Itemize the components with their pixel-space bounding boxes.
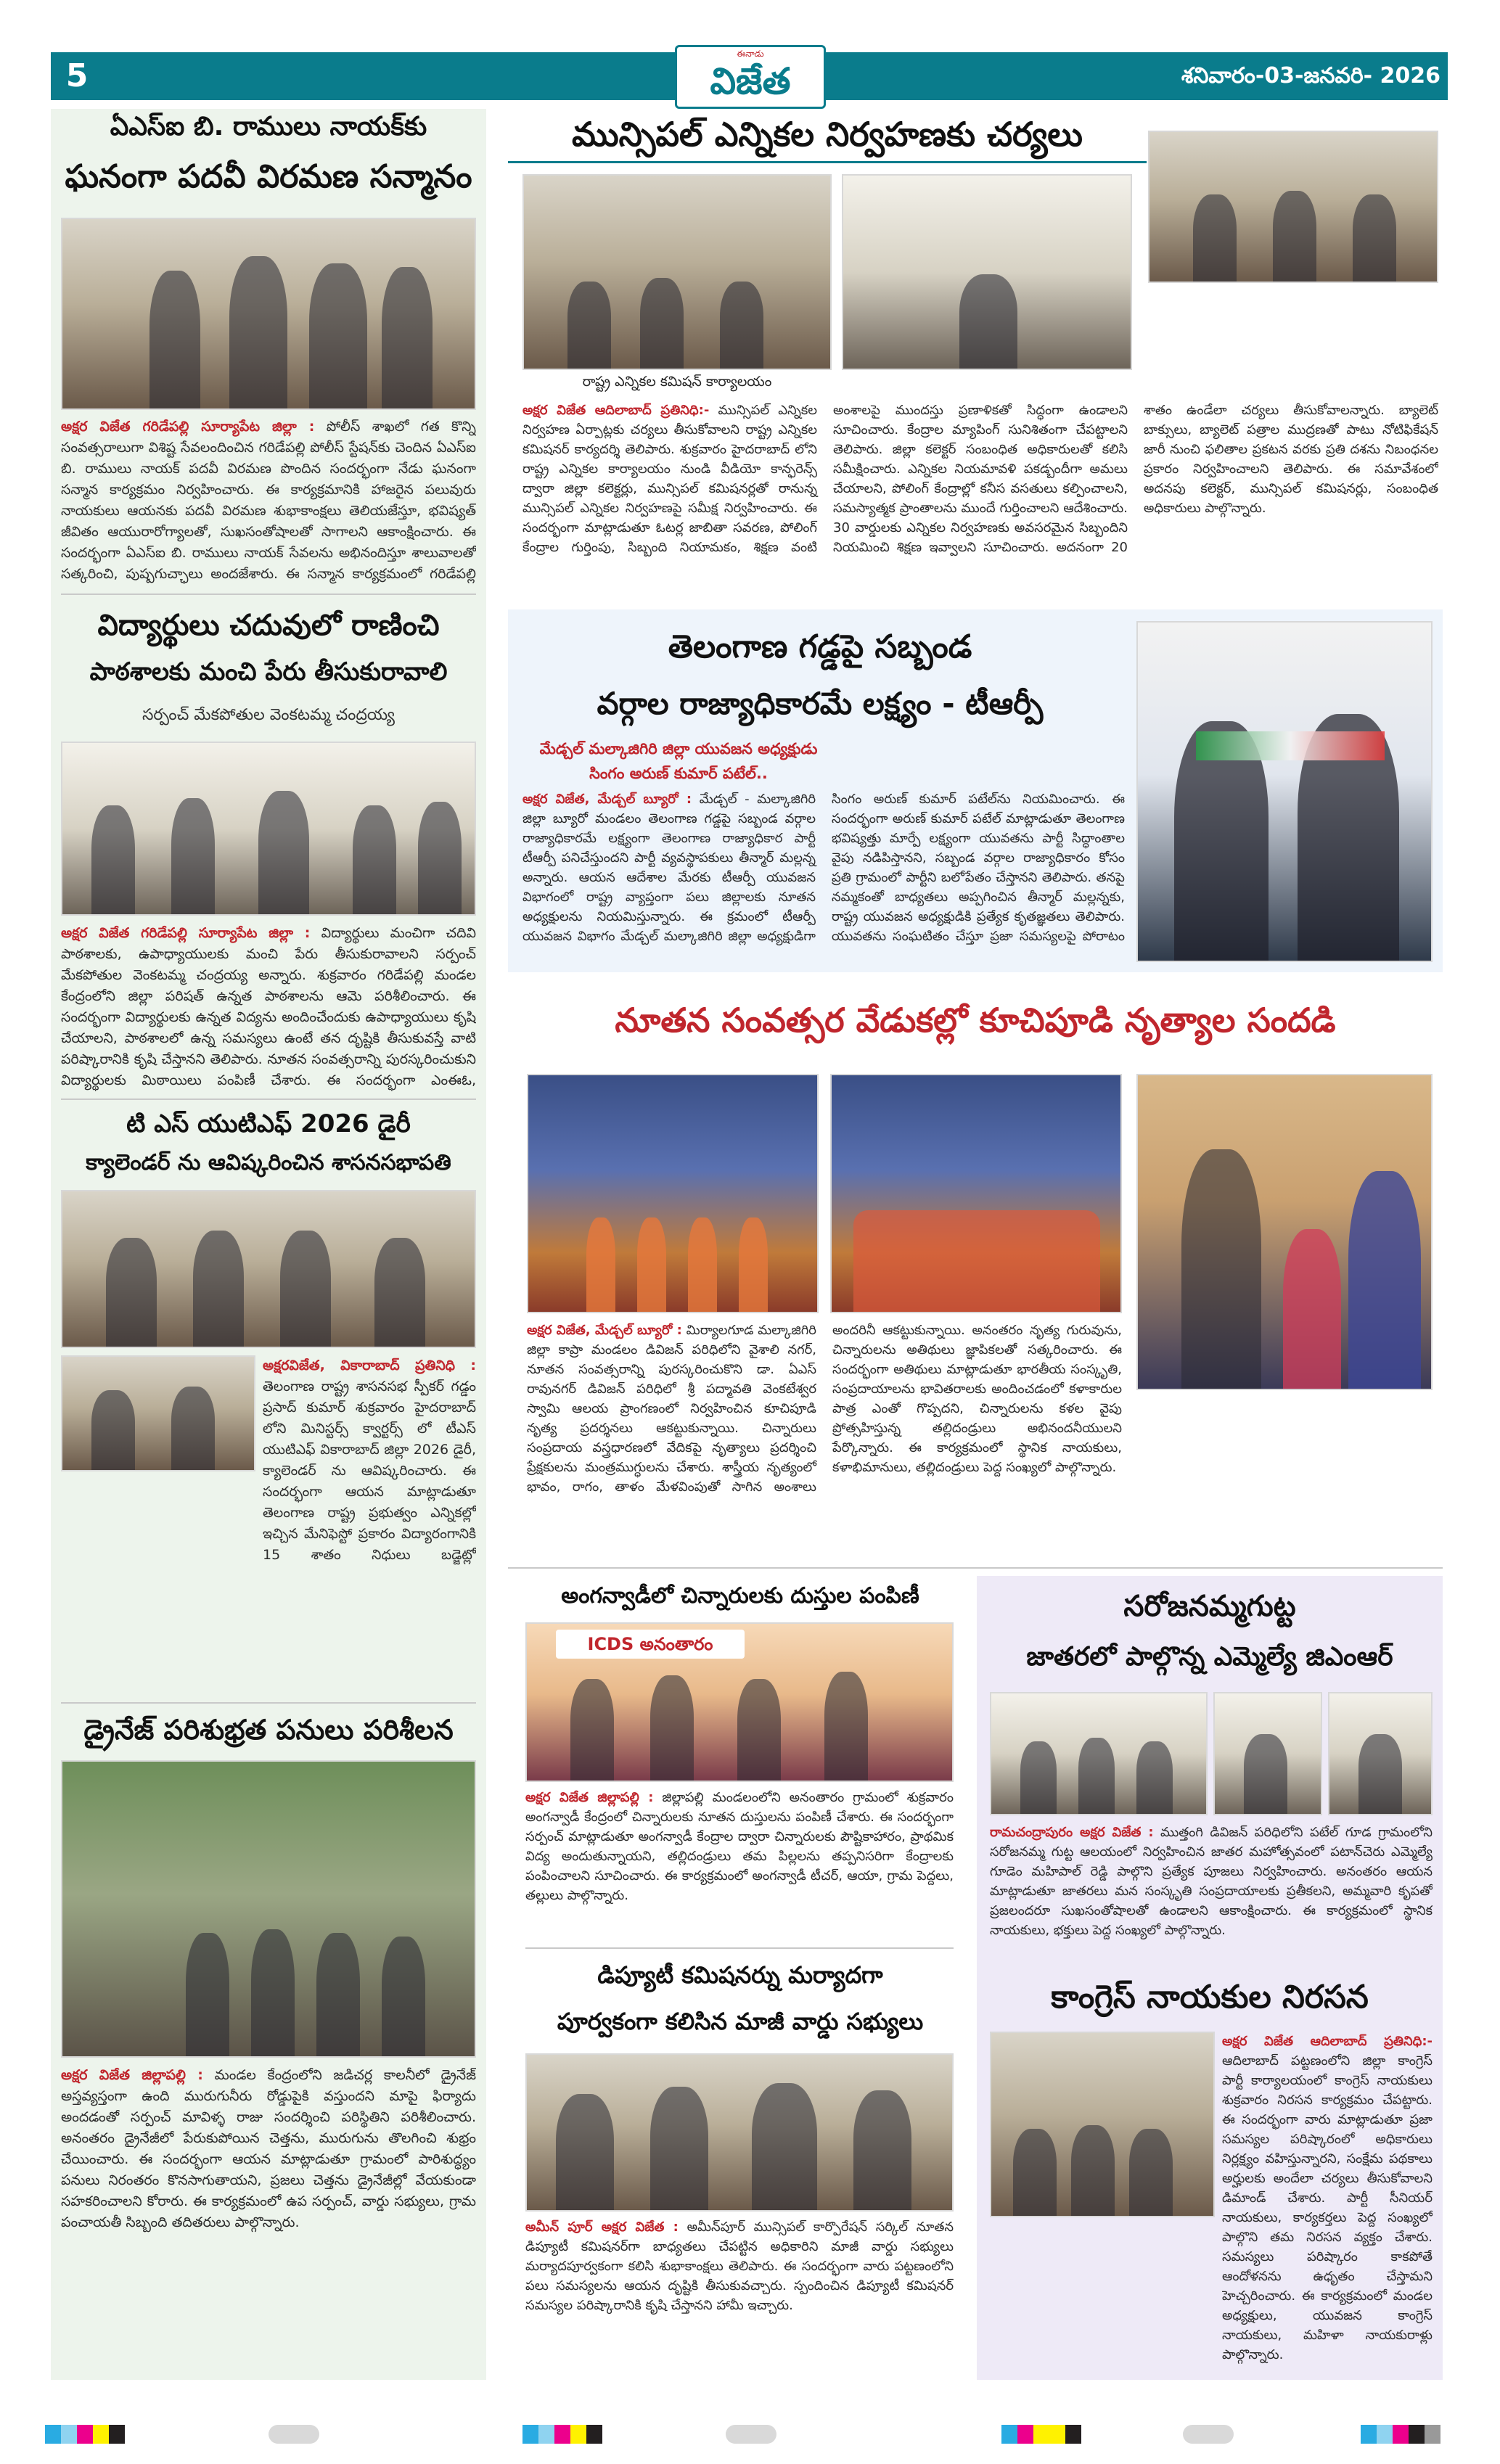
registration-pill <box>1183 2425 1234 2444</box>
anganwadi-headline: అంగన్వాడీలో చిన్నారులకు దుస్తుల పంపిణీ <box>561 1583 919 1609</box>
jatara-byline: రామచంద్రాపురం అక్షర విజేత : <box>990 1825 1154 1840</box>
ramulu-byline: అక్షర విజేత గరిడేపల్లి సూర్యాపేట జిల్లా : <box>61 419 315 435</box>
tsutf-body <box>263 1355 476 1566</box>
municipal-underline <box>508 161 1147 163</box>
tsutf-headline-1: టి ఎస్ యుటిఎఫ్ 2026 డైరీ <box>126 1109 411 1138</box>
trs-subhead-1: మేడ్చల్ మల్కాజిగిరి జిల్లా యువజన అధ్యక్షుడు <box>539 740 818 757</box>
divider <box>525 1947 954 1949</box>
drainage-headline: డ్రైనేజ్ పరిశుభ్రత పనులు పరిశీలన <box>83 1714 454 1746</box>
students-body-text: విద్యార్థులు మంచిగా చదివి పాఠశాలకు, ఉపాధ్యాయులకు మంచి పేరు తీసుకురావాలని సర్పంచ్ మేకపోతుల వెంకటమ్మ చంద్రయ్య అన్నారు. శుక్రవారం గరిడేపల్లి మండల కేంద్రంలోని జిల్లా పరిషత్ ఉన్నత పాఠశాలను ఆమె పరిశీలించారు. ఈ సందర్భంగా విద్యార్థులకు ఉన్నత విద్యను అందించేందుకు ఉపాధ్యాయులు కృషి చేయాలని, పాఠశాలలో ఉన్న సమస్యలు ఉంటే తన దృష్టికి తీసుకువస్తే వాటి పరిష్కారానికి కృషి చేస్తానని తెలిపారు. నూతన సంవత్సరాన్ని పురస్కరించుకుని విద్యార్థులకు మిఠాయిలు పంపిణీ చేశారు. ఈ సందర్భంగా ఎంఈఓ, <box>61 925 476 1088</box>
ramulu-body <box>61 416 476 585</box>
party-scarf-graphic <box>1196 731 1385 760</box>
deputy-headline-1: డిప్యూటీ కమిషనర్ను మర్యాదగా <box>597 1961 883 1989</box>
congress-headline: కాంగ్రెస్ నాయకుల నిరసన <box>1051 1979 1369 2016</box>
students-body <box>61 923 476 1091</box>
jatara-temple-photo-3 <box>1328 1692 1433 1815</box>
kuchipudi-body-text: మిర్యాలగూడ మల్కాజిగిరి జిల్లా కాప్రా మండలం డివిజన్ పరిధిలోని వైశాలి నగర్, నూతన సంవత్సరాన్ని పురస్కరించుకొని డా. ఏఎస్ రావునగర్ డివిజన్ పరిధిలో శ్రీ పద్మావతి వెంకటేశ్వర స్వామి ఆలయ ప్రాంగణంలో నిర్వహించిన కూచిపూడి నృత్య ప్రదర్శనలు ఆకట్టుకున్నాయి. చిన్నారులు సంప్రదాయ వస్త్రధారణలో వేదికపై నృత్యాలు ప్రదర్శించి ప్రేక్షకులను మంత్రముగ్ధులను చేశారు. శాస్త్రీయ నృత్యంలో భావం, రాగం, తాళం మేళవింపుతో సాగిన అంశాలు అందరినీ ఆకట్టుకున్నాయి. అనంతరం నృత్య గురువును, చిన్నారులను అతిథులు జ్ఞాపికలతో సత్కరించారు. ఈ సందర్భంగా అతిథులు మాట్లాడుతూ భారతీయ సంస్కృతి, సంప్రదాయాలను భావితరాలకు అందించడంలో కళాకారుల పాత్ర ఎంతో గొప్పదని, చిన్నారులను కళల వైపు ప్రోత్సహిస్తున్న తల్లిదండ్రులు అభినందనీయులని పేర్కొన్నారు. ఈ కార్యక్రమంలో స్థానిక నాయకులు, కళాభిమానులు, తల్లిదండ్రులు పెద్ద సంఖ్యలో పాల్గొన్నారు. <box>527 1323 1122 1495</box>
anganwadi-distribution-photo <box>525 1622 954 1782</box>
trs-byline: అక్షర విజేత, మేడ్చల్ బ్యూరో : <box>522 792 692 807</box>
tsutf-headline-2: క్యాలెండర్ ను ఆవిష్కరించిన శాసనసభాపతి <box>86 1150 451 1175</box>
page-number: 5 <box>65 57 89 94</box>
registration-pill <box>726 2425 776 2444</box>
congress-byline: అక్షర విజేత ఆదిలాబాద్ ప్రతినిధి:- <box>1222 2034 1433 2049</box>
municipal-body-text: మున్సిపల్ ఎన్నికల నిర్వహణ ఏర్పాట్లకు చర్యలు తీసుకోవాలని రాష్ట్ర ఎన్నికల కమిషనర్ కార్యదర్శి తెలిపారు. శుక్రవారం హైదరాబాద్ లోని రాష్ట్ర ఎన్నికల కార్యాలయం నుండి వీడియో కాన్ఫరెన్స్ ద్వారా జిల్లా కలెక్టర్లు, మున్సిపల్ కమిషనర్లతో రానున్న మున్సిపల్ ఎన్నికల నిర్వహణపై సమీక్ష నిర్వహించారు. ఈ సందర్భంగా మాట్లాడుతూ ఓటర్ల జాబితా సవరణ, పోలింగ్ కేంద్రాల గుర్తింపు, సిబ్బంది నియామకం, శిక్షణ వంటి అంశాలపై ముందస్తు ప్రణాళికతో సిద్ధంగా ఉండాలని సూచించారు. కేంద్రాల మ్యాపింగ్ సునిశితంగా చేపట్టాలని తెలిపారు. జిల్లా కలెక్టర్ సంబంధిత అధికారులతో కలిసి సమీక్షించారు. ఎన్నికల నియమావళి పకడ్బందీగా అమలు చేయాలని, పోలింగ్ కేంద్రాల్లో కనీస వసతులు కల్పించాలని, సమస్యాత్మక ప్రాంతాలను ముందే గుర్తించాలని ఆదేశించారు. 30 వార్డులకు ఎన్నికల నిర్వహణకు అవసరమైన సిబ్బందిని నియమించి శిక్షణ ఇవ్వాలని సూచించారు. అదనంగా 20 శాతం ఉండేలా చర్యలు తీసుకోవాలన్నారు. బ్యాలెట్ బాక్సులు, బ్యాలెట్ పత్రాల ముద్రణతో పాటు నోటిఫికేషన్ జారీ నుంచి ఫలితాల ప్రకటన వరకు ప్రతి దశను నిబంధనల ప్రకారం నిర్వహించాలని తెలిపారు. ఈ సమావేశంలో అదనపు కలెక్టర్, మున్సిపల్ కమిషనర్లు, సంబంధిత అధికారులు పాల్గొన్నారు. <box>522 403 1438 555</box>
kuchipudi-byline: అక్షర విజేత, మేడ్చల్ బ్యూరో : <box>527 1323 682 1338</box>
municipal-officials-photo <box>1148 131 1438 283</box>
congress-meeting-photo <box>990 2032 1215 2217</box>
trs-headline-2: వర్గాల రాజ్యాధికారమే లక్ష్యం - టీఆర్పీ <box>597 686 1044 721</box>
jatara-body-text: ముత్తంగి డివిజన్ పరిధిలోని పటేల్ గూడ గ్రామంలోని సరోజనమ్మ గుట్ట ఆలయంలో నిర్వహించిన జాతర మహోత్సవంలో పటాన్‌చెరు ఎమ్మెల్యే గూడెం మహిపాల్ రెడ్డి పాల్గొని ప్రత్యేక పూజలు నిర్వహించారు. అనంతరం ఆయన మాట్లాడుతూ జాతరలు మన సంస్కృతి సంప్రదాయాలకు ప్రతీకలని, అమ్మవారి కృపతో ప్రజలందరూ సుఖసంతోషాలతో ఉండాలని ఆకాంక్షించారు. ఈ కార్యక్రమంలో స్థానిక నాయకులు, భక్తులు పెద్ద సంఖ్యలో పాల్గొన్నారు. <box>990 1825 1433 1938</box>
municipal-photo-caption: రాష్ట్ర ఎన్నికల కమిషన్ కార్యాలయం <box>582 374 772 390</box>
masthead-tag: ఈనాడు <box>737 49 764 59</box>
deputy-byline: అమీన్ పూర్ అక్షర విజేత : <box>525 2219 679 2235</box>
students-headline-1: విద్యార్థులు చదువులో రాణించి <box>97 609 440 642</box>
municipal-body <box>522 401 1438 589</box>
registration-pill <box>269 2425 319 2444</box>
ramulu-felicitation-photo <box>61 218 476 410</box>
congress-body-text: ఆదిలాబాద్ పట్టణంలోని జిల్లా కాంగ్రెస్ పార్టీ కార్యాలయంలో కాంగ్రెస్ నాయకులు శుక్రవారం నిరసన కార్యక్రమం చేపట్టారు. ఈ సందర్భంగా వారు మాట్లాడుతూ ప్రజా సమస్యల పరిష్కారంలో అధికారులు నిర్లక్ష్యం వహిస్తున్నారని, సంక్షేమ పథకాలు అర్హులకు అందేలా చర్యలు తీసుకోవాలని డిమాండ్ చేశారు. పార్టీ సీనియర్ నాయకులు, కార్యకర్తలు పెద్ద సంఖ్యలో పాల్గొని తమ నిరసన వ్యక్తం చేశారు. సమస్యలు పరిష్కారం కాకపోతే ఆందోళనను ఉధృతం చేస్తామని హెచ్చరించారు. ఈ కార్యక్రమంలో మండల అధ్యక్షులు, యువజన కాంగ్రెస్ నాయకులు, మహిళా నాయకురాళ్లు పాల్గొన్నారు. <box>1222 2053 1433 2362</box>
jatara-body <box>990 1823 1433 1965</box>
anganwadi-body <box>525 1788 954 1940</box>
deputy-meeting-photo <box>525 2053 954 2212</box>
color-registration-strip-4 <box>1361 2425 1440 2444</box>
masthead-title: విజేత <box>710 60 791 102</box>
deputy-body-text: అమీన్‌పూర్ మున్సిపల్ కార్పొరేషన్ సర్కిల్ నూతన డిప్యూటీ కమిషనర్‌గా బాధ్యతలు చేపట్టిన అధికారిని మాజీ వార్డు సభ్యులు మర్యాదపూర్వకంగా కలిసి శుభాకాంక్షలు తెలిపారు. ఈ సందర్భంగా వారు పట్టణంలోని పలు సమస్యలను ఆయన దృష్టికి తీసుకువచ్చారు. స్పందించిన డిప్యూటీ కమిషనర్ సమస్యల పరిష్కారానికి కృషి చేస్తానని హామీ ఇచ్చారు. <box>525 2219 954 2313</box>
ramulu-headline-2: ఘనంగా పదవీ విరమణ సన్మానం <box>65 158 472 195</box>
municipal-conference-photo <box>522 174 832 370</box>
tsutf-speaker-photo <box>61 1355 255 1471</box>
ramulu-body-text: పోలీస్ శాఖలో గత కొన్ని సంవత్సరాలుగా విశిష్ట సేవలందించిన గరిడేపల్లి పోలీస్ స్టేషన్‌కు చెందిన ఏఎస్ఐ బి. రాములు నాయక్ పదవీ విరమణ పొందిన సందర్భంగా నేడు ఘనంగా సన్మాన కార్యక్రమం నిర్వహించారు. ఈ కార్యక్రమానికి హాజరైన పలువురు నాయకులు ఆయనకు పదవీ విరమణ శుభాకాంక్షలు తెలియజేస్తూ, భవిష్యత్ జీవితం ఆయురారోగ్యాలతో, సుఖసంతోషాలతో సాగాలని ఆకాంక్షించారు. ఈ సందర్భంగా ఏఎస్ఐ బి. రాములు నాయక్ సేవలను అభినందిస్తూ శాలువాలతో సత్కరించి, పుష్పగుచ్ఛాలు అందజేశారు. ఈ సన్మాన కార్యక్రమంలో గరిడేపల్లి <box>61 419 476 582</box>
issue-date: శనివారం-03-జనవరి- 2026 <box>1181 63 1440 89</box>
kuchipudi-headline: నూతన సంవత్సర వేడుకల్లో కూచిపూడి నృత్యాల సందడి <box>615 1001 1336 1040</box>
kuchipudi-dancers-photo-1 <box>527 1074 819 1313</box>
drainage-body <box>61 2065 476 2370</box>
drainage-body-text: మండల కేంద్రంలోని జడిచర్ల కాలనీలో డ్రైనేజ్ అస్తవ్యస్తంగా ఉంది మురుగునీరు రోడ్డుపైకి వస్తుందని మాపై ఫిర్యాదు అందడంతో సర్పంచ్ మావిళ్ళ రాజు సందర్శించి పరిస్థితిని పరిశీలించారు. అనంతరం డ్రైనేజీలో పేరుకుపోయిన చెత్తను, మురుగును తొలగించి శుభ్రం చేయించారు. ఈ సందర్భంగా ఆయన మాట్లాడుతూ గ్రామంలో పారిశుద్ధ్యం పనులు నిరంతరం కొనసాగుతాయని, ప్రజలు చెత్తను డ్రైనేజీల్లో వేయకుండా సహకరించాలని కోరారు. ఈ కార్యక్రమంలో ఉప సర్పంచ్, వార్డు సభ్యులు, గ్రామ పంచాయతీ సిబ్బంది తదితరులు పాల్గొన్నారు. <box>61 2067 476 2230</box>
jatara-headline-2: జాతరలో పాల్గొన్న ఎమ్మెల్యే జిఎంఆర్ <box>1026 1642 1393 1672</box>
students-headline-2: పాఠశాలకు మంచి పేరు తీసుకురావాలి <box>89 657 448 686</box>
anganwadi-byline: అక్షర విజేత జిల్లాపల్లి : <box>525 1790 654 1805</box>
trs-headline-1: తెలంగాణ గడ్డపై సబ్బండ <box>668 628 972 665</box>
divider <box>61 1098 476 1100</box>
divider <box>508 1567 1443 1569</box>
deputy-body <box>525 2217 954 2362</box>
tsutf-calendar-launch-photo <box>61 1190 476 1348</box>
tsutf-byline: అక్షరవిజేత, వికారాబాద్ ప్రతినిధి : <box>263 1358 476 1373</box>
students-subhead: సర్పంచ్ మేకపోతుల వెంకటమ్మ చంద్రయ్య <box>142 706 396 724</box>
municipal-byline: అక్షర విజేత ఆదిలాబాద్ ప్రతినిధి:- <box>522 403 710 418</box>
trs-subhead-2: సింగం అరుణ్ కుమార్ పటేల్.. <box>589 765 768 782</box>
drainage-site-photo <box>61 1760 476 2058</box>
icds-sign <box>556 1630 745 1659</box>
deputy-headline-2: పూర్వకంగా కలిసిన మాజీ వార్డు సభ్యులు <box>557 2008 924 2035</box>
icds-sign-text: ICDS అనంతారం <box>587 1634 713 1654</box>
kuchipudi-award-photo <box>1136 1074 1433 1390</box>
jatara-headline-1: సరోజనమ్మగుట్ట <box>1123 1590 1296 1623</box>
tsutf-body-text: తెలంగాణ రాష్ట్ర శాసనసభ స్పీకర్ గడ్డం ప్రసాద్ కుమార్ శుక్రవారం హైదరాబాద్ లోని మినిస్టర్స్ క్వార్టర్స్ లో టీఎస్ యుటిఎఫ్ వికారాబాద్ జిల్లా 2026 డైరీ, క్యాలెండర్ ను ఆవిష్కరించారు. ఈ సందర్భంగా ఆయన మాట్లాడుతూ తెలంగాణ రాష్ట్ర ప్రభుత్వం ఎన్నికల్లో ఇచ్చిన మేనిఫెస్టో ప్రకారం విద్యారంగానికి 15 శాతం నిధులు బడ్జెట్లో <box>263 1379 476 1563</box>
congress-body <box>1222 2032 1433 2373</box>
jatara-temple-photo-2 <box>1213 1692 1322 1815</box>
jatara-temple-photo-1 <box>990 1692 1208 1815</box>
trs-leaders-photo <box>1136 621 1433 962</box>
divider <box>61 1702 476 1704</box>
students-school-photo <box>61 742 476 916</box>
municipal-headline: మున్సిపల్ ఎన్నికల నిర్వహణకు చర్యలు <box>572 115 1083 154</box>
anganwadi-body-text: జిల్లాపల్లి మండలంలోని అనంతారం గ్రామంలో శుక్రవారం అంగన్వాడీ కేంద్రంలో చిన్నారులకు నూతన దుస్తులను పంపిణీ చేశారు. ఈ సందర్భంగా సర్పంచ్ మాట్లాడుతూ అంగన్వాడీ కేంద్రాల ద్వారా చిన్నారులకు పౌష్టికాహారం, ప్రాథమిక విద్య అందుతున్నాయని, తల్లిదండ్రులు తమ పిల్లలను తప్పనిసరిగా కేంద్రాలకు పంపించాలని సూచించారు. ఈ కార్యక్రమంలో అంగన్వాడీ టీచర్, ఆయా, గ్రామ పెద్దలు, తల్లులు పాల్గొన్నారు. <box>525 1790 954 1903</box>
color-registration-strip-3 <box>1001 2425 1081 2444</box>
trs-body-text: మేడ్చల్ - మల్కాజిగిరి జిల్లా బ్యూరో మండలం తెలంగాణ గడ్డపై సబ్బండ వర్గాల రాజ్యాధికారమే లక్ష్యంగా తెలంగాణ రాజ్యాధికార పార్టీ టీఆర్పీ పనిచేస్తుందని పార్టీ వ్యవస్థాపకులు తీన్మార్ మల్లన్న అన్నారు. ఆయన ఆదేశాల మేరకు టీఆర్పీ యువజన విభాగంలో రాష్ట్ర వ్యాప్తంగా పలు జిల్లాలకు నూతన అధ్యక్షులను నియమిస్తున్నారు. ఈ క్రమంలో టీఆర్పీ యువజన విభాగం మేడ్చల్ మల్కాజిగిరి జిల్లా అధ్యక్షుడిగా సింగం అరుణ్ కుమార్ పటేల్‌ను నియమించారు. ఈ సందర్భంగా అరుణ్ కుమార్ పటేల్ మాట్లాడుతూ తెలంగాణ భవిష్యత్తు మార్పే లక్ష్యంగా యువతను పార్టీ సిద్ధాంతాల వైపు నడిపిస్తానని, సబ్బండ వర్గాల రాజ్యాధికారం కోసం ప్రతి గ్రామంలో పార్టీని బలోపేతం చేస్తానని తెలిపారు. తనపై నమ్మకంతో బాధ్యతలు అప్పగించిన తీన్మార్ మల్లన్నకు, రాష్ట్ర యువజన అధ్యక్షుడికి ప్రత్యేక కృతజ్ఞతలు తెలిపారు. యువతను సంఘటితం చేస్తూ ప్రజా సమస్యలపై పోరాటం <box>522 792 1125 944</box>
drainage-byline: అక్షర విజేత జిల్లాపల్లి : <box>61 2067 203 2083</box>
color-registration-strip-1 <box>45 2425 125 2444</box>
trs-body <box>522 733 1125 965</box>
color-registration-strip-2 <box>522 2425 602 2444</box>
kuchipudi-dancers-photo-2 <box>830 1074 1122 1313</box>
ramulu-headline-1: ఏఎస్ఐ బి. రాములు నాయక్‌కు <box>110 112 427 141</box>
divider <box>61 594 476 595</box>
municipal-video-screen-photo <box>842 174 1132 370</box>
students-byline: అక్షర విజేత గరిడేపల్లి సూర్యాపేట జిల్లా : <box>61 925 311 941</box>
masthead-logo-box <box>675 45 826 109</box>
kuchipudi-body <box>527 1321 1122 1553</box>
